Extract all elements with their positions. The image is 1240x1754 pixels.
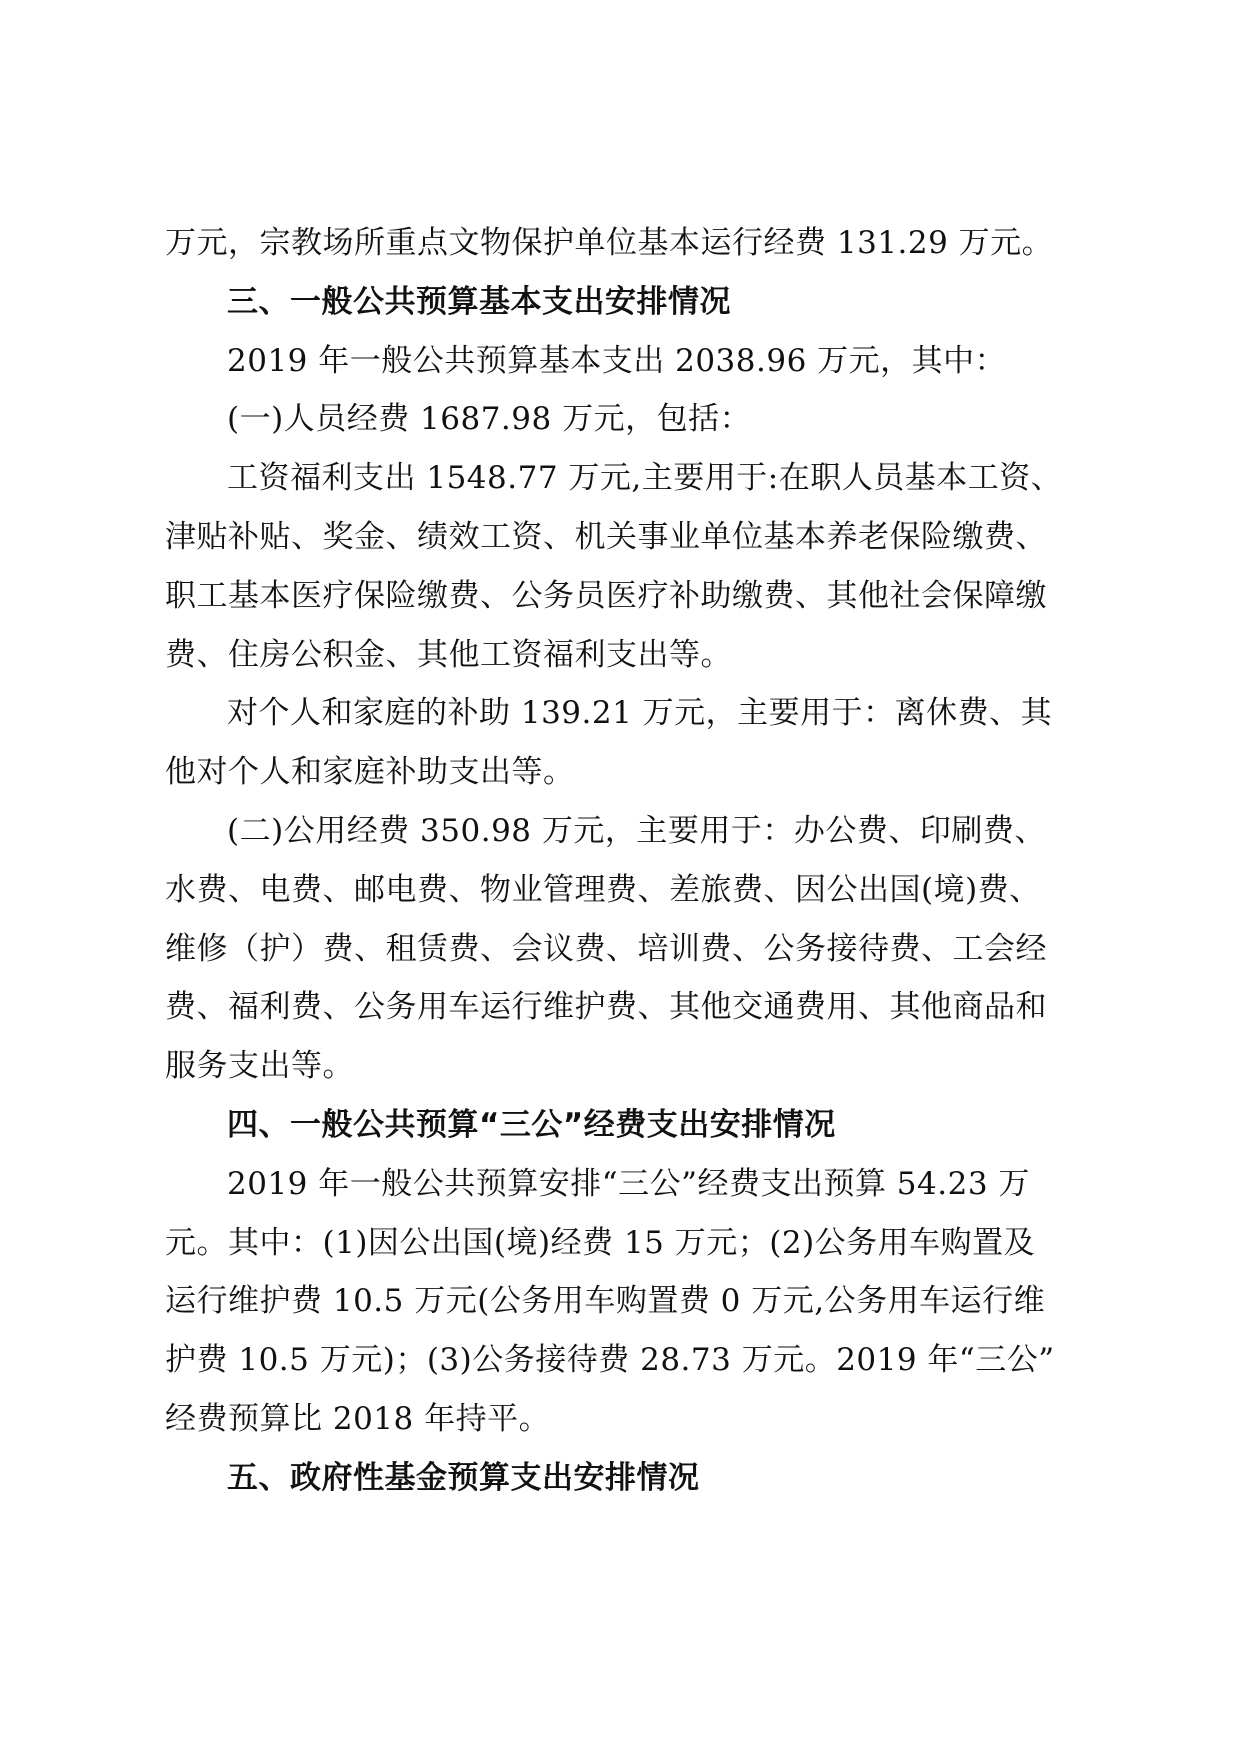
paragraph-line: 职工基本医疗保险缴费、公务员医疗补助缴费、其他社会保障缴 <box>165 577 1047 614</box>
paragraph-line: 对个人和家庭的补助 139.21 万元，主要用于：离休费、其 <box>227 695 1053 732</box>
paragraph-line: 他对个人和家庭补助支出等。 <box>165 754 575 791</box>
section-heading-three: 三、一般公共预算基本支出安排情况 <box>227 283 731 320</box>
paragraph-line: 津贴补贴、奖金、绩效工资、机关事业单位基本养老保险缴费、 <box>165 518 1047 555</box>
paragraph-line: 万元，宗教场所重点文物保护单位基本运行经费 131.29 万元。 <box>165 225 1054 261</box>
paragraph-line: 经费预算比 2018 年持平。 <box>165 1400 551 1437</box>
paragraph-line: 护费 10.5 万元)；(3)公务接待费 28.73 万元。2019 年“三公” <box>165 1342 1055 1379</box>
paragraph-line: 费、福利费、公务用车运行维护费、其他交通费用、其他商品和 <box>165 989 1047 1026</box>
paragraph-line: 水费、电费、邮电费、物业管理费、差旅费、因公出国(境)费、 <box>165 871 1041 908</box>
paragraph-line: 维修（护）费、租赁费、会议费、培训费、公务接待费、工会经 <box>165 930 1047 967</box>
paragraph-line: 工资福利支出 1548.77 万元,主要用于:在职人员基本工资、 <box>227 460 1063 497</box>
paragraph-line: 2019 年一般公共预算安排“三公”经费支出预算 54.23 万 <box>227 1165 1030 1202</box>
section-heading-five: 五、政府性基金预算支出安排情况 <box>227 1459 700 1496</box>
paragraph-line: 运行维护费 10.5 万元(公务用车购置费 0 万元,公务用车运行维 <box>165 1283 1046 1320</box>
paragraph-line: 元。其中：(1)因公出国(境)经费 15 万元；(2)公务用车购置及 <box>165 1224 1036 1261</box>
document-body <box>165 214 1080 1508</box>
paragraph-line: 2019 年一般公共预算基本支出 2038.96 万元，其中： <box>227 342 1007 379</box>
paragraph-line: 服务支出等。 <box>165 1048 354 1085</box>
paragraph-line: (二)公用经费 350.98 万元，主要用于：办公费、印刷费、 <box>227 812 1046 849</box>
paragraph-line: 费、住房公积金、其他工资福利支出等。 <box>165 636 732 673</box>
paragraph-line: (一)人员经费 1687.98 万元，包括： <box>227 401 752 438</box>
section-heading-four: 四、一般公共预算“三公”经费支出安排情况 <box>227 1106 836 1143</box>
